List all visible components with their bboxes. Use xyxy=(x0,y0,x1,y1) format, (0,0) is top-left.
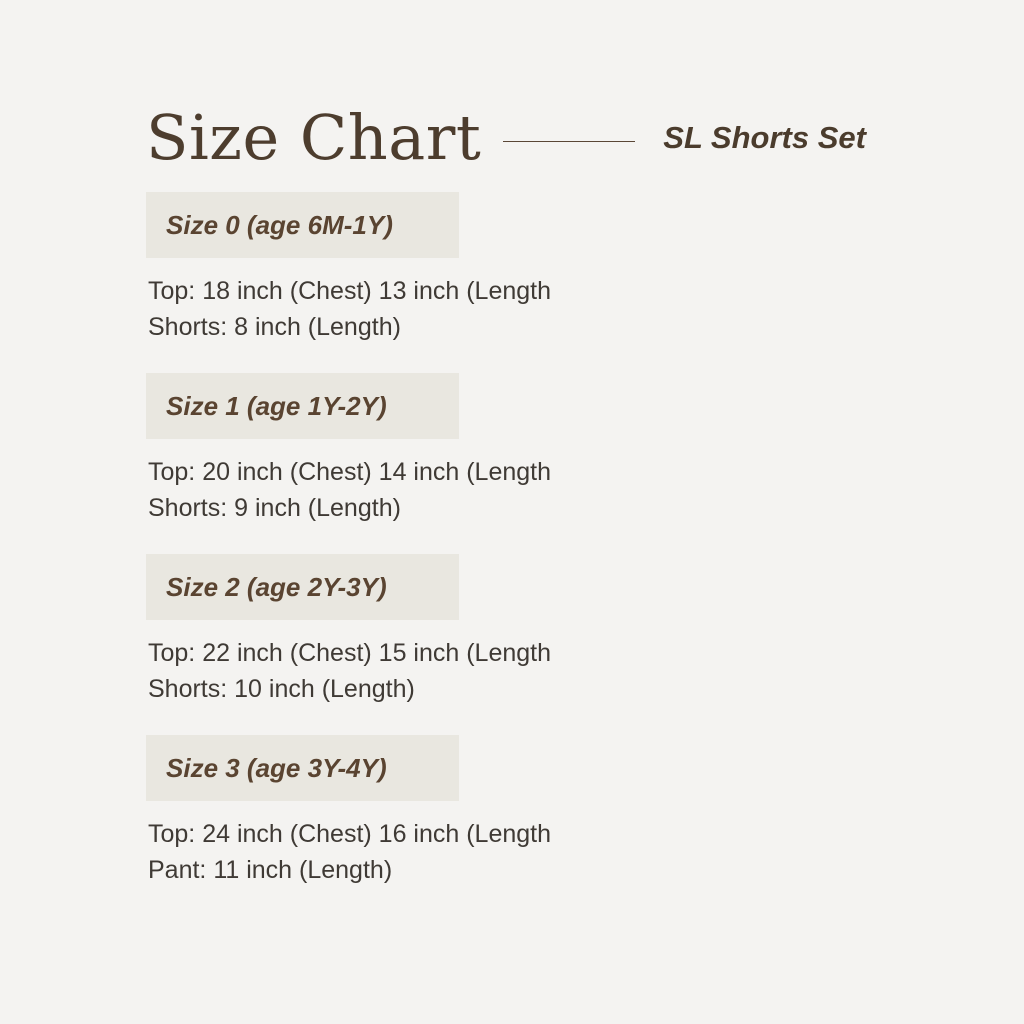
size-measurements xyxy=(146,817,766,888)
measure-line: Shorts: 9 inch (Length) xyxy=(148,493,401,522)
product-name: SL Shorts Set xyxy=(663,120,866,155)
measure-line: Top: 18 inch (Chest) 13 inch (Length xyxy=(148,277,552,305)
size-label: Size 3 (age 3Y-4Y) xyxy=(146,735,459,801)
measure-line: Top: 22 inch (Chest) 15 inch (Length xyxy=(148,639,552,667)
measure-line: Top: 20 inch (Chest) 14 inch (Length xyxy=(148,458,552,486)
size-label: Size 1 (age 1Y-2Y) xyxy=(146,373,459,439)
size-measurements xyxy=(146,636,766,707)
size-group xyxy=(146,373,766,526)
size-label: Size 2 (age 2Y-3Y) xyxy=(146,554,459,620)
measure-line: Top: 24 inch (Chest) 16 inch (Length xyxy=(148,820,552,848)
size-label: Size 0 (age 6M-1Y) xyxy=(146,192,459,258)
page-title: Size Chart xyxy=(146,101,482,174)
size-measurements xyxy=(146,274,766,345)
size-group xyxy=(146,735,766,888)
chart-header xyxy=(146,96,946,180)
size-list xyxy=(146,192,766,888)
measure-line: Shorts: 8 inch (Length) xyxy=(148,312,401,341)
size-group xyxy=(146,554,766,707)
measure-line: Pant: 11 inch (Length) xyxy=(148,855,393,884)
horizontal-rule-icon xyxy=(503,141,635,142)
measure-line: Shorts: 10 inch (Length) xyxy=(148,674,415,703)
size-group xyxy=(146,192,766,345)
size-measurements xyxy=(146,455,766,526)
